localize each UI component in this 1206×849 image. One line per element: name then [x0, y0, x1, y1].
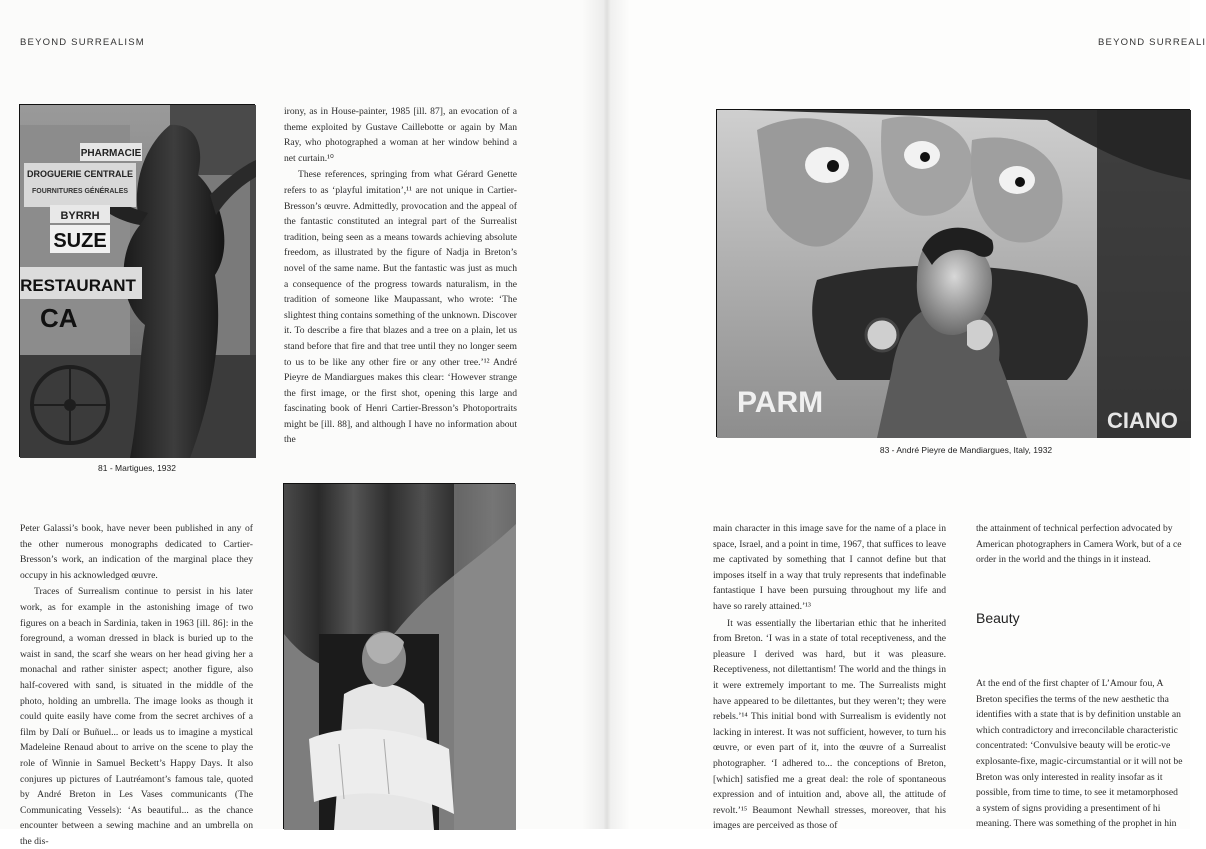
- text-line: concentrated: ‘Convulsive beauty will be erotic-ve: [976, 740, 1171, 752]
- running-head-right: BEYOND SURREALI: [1098, 37, 1206, 48]
- section-heading-beauty: Beauty: [976, 610, 1020, 626]
- figure-81-photo: [19, 104, 255, 457]
- text-line: meaning. There was something of the prophet in hin: [976, 818, 1177, 830]
- paragraph: These references, springing from what Gérard Genette refers to as ‘playful imitation’,¹¹ are not unique in Cartier-Bresson’s œuvre. Admittedly, provocation and the appeal of the fantastic constituted an integral part of the Surrealist tradition, being seen as a means towards achieving absolute freedom, as illustrated by the figure of Nadja in Breton’s novel of the same name. But the fantastic was just as much a consequence of the progress towards naturalism, in the tradition of someone like Maupassant, who wrote: ‘The slightest thing contains something of the unknown. Discover it. To describe a fire that blazes and a tree on a plain, let us stand before that fire and that tree until they no longer seem to us to be like any other fire or any other tree.’¹² André Pieyre de Mandiargues makes this clear: ‘However strange the first image, or the first shot, opening this large and fascinating book of Henri Cartier-Bresson’s Photoportraits might be [ill. 88], and although I have no information about the: [284, 169, 517, 446]
- poster-text-parm: PARM: [737, 386, 824, 419]
- paragraph: Peter Galassi’s book, have never been published in any of the other numerous monographs dedicated to Cartier-Bresson’s work, an indication of the marginal place they occupy in his acknowledged œuvre.: [20, 523, 253, 581]
- sign-restaurant: RESTAURANT: [20, 276, 136, 295]
- text-line: which contradictory and irreconcilable characteristic: [976, 724, 1178, 736]
- poster-text-ciano: CIANO: [1107, 408, 1178, 433]
- sign-suze: SUZE: [53, 230, 107, 252]
- text-line: the attainment of technical perfection advocated by: [976, 523, 1173, 534]
- figure-83-photo: [716, 109, 1190, 437]
- text-line: At the end of the first chapter of L’Amour fou, A: [976, 678, 1164, 689]
- running-head-left: BEYOND SURREALISM: [20, 37, 145, 48]
- book-gutter: [582, 0, 630, 829]
- paragraph: Traces of Surrealism continue to persist in his later work, as for example in the astonishing image of two figures on a beach in Sardinia, taken in 1963 [ill. 86]: in the foreground, a woman dressed in black is buried up to the waist in sand, the scarf she wears on her head giving her a monachal and rather sinister aspect; another figure, also half-covered with sand, is situated in the middle of the photo, holding an umbrella. The image looks as though it could quite easily have come from the secret archives of a film by Dalí or Buñuel... or leads us to imagine a mystical Madeleine Renaud about to arrive on the scene to play the role of Winnie in Samuel Beckett’s Happy Days. It also conjures up pictures of Lautréamont’s famous tale, quoted by André Breton in Les Vases communicants (The Communicating Vessels): ‘As beautiful... as the chance encounter between a sewing machine and an umbrella on the dis-: [20, 586, 253, 847]
- text-line: American photographers in Camera Work, but of a ce: [976, 538, 1182, 550]
- text-line: a system of signs providing a presentiment of hi: [976, 802, 1161, 814]
- paragraph: irony, as in House-painter, 1985 [ill. 87], an evocation of a theme exploited by Gustave Caillebotte or again by Man Ray, who photographed a woman at her window behind a net curtain.¹⁰: [284, 106, 517, 164]
- text-line: Breton specifies the terms of the new aesthetic tha: [976, 693, 1169, 705]
- sign-droguerie: DROGUERIE CENTRALE: [26, 169, 134, 179]
- figure-82-photo: [283, 483, 515, 829]
- paragraph: It was essentially the libertarian ethic that he inherited from Breton. ‘I was in a state of total receptiveness, and the pleasure I derived was hard, but it was pleasure. Receptiveness, not dilettantism! The world and the things in it were extremely important to me. The Surrealists might have appeared to be dilettantes, but they weren’t; they were rebels.’¹⁴ This initial bond with Surrealism is evidently not lacking in interest. It was not sufficient, however, to turn his œuvre, or even part of it, into the œuvre of a Surrealist photographer. ‘I adhered to... the conceptions of Breton, [which] satisfied me a great deal: the role of spontaneous expression and of intuition and, above all, the attitude of revolt.’¹⁵ Beaumont Newhall stresses, moreover, that his images are perceived as those of: [713, 617, 946, 832]
- figure-81-caption: 81 - Martigues, 1932: [98, 463, 176, 473]
- left-top-text-column: [284, 104, 517, 448]
- figure-83-caption: 83 - André Pieyre de Mandiargues, Italy, 1932: [879, 445, 1053, 455]
- right-right-text-column-bottom: [976, 676, 1190, 832]
- right-left-text-column: [713, 521, 946, 834]
- text-line: possible, from time to time, to see it metamorphosed: [976, 787, 1178, 799]
- left-bottom-text-column: [20, 521, 253, 849]
- sign-pharmacie: PHARMACIE: [80, 148, 142, 159]
- text-line: explosante-fixe, magic-circumstantial or it will not be: [976, 755, 1183, 767]
- right-page: [606, 0, 1206, 832]
- sign-fournitures: FOURNITURES GÉNÉRALES: [31, 188, 129, 195]
- text-line: order in the world and the things in it instead.: [976, 554, 1151, 566]
- right-right-text-column-top: [976, 521, 1190, 568]
- sign-ca: CA: [40, 303, 78, 333]
- text-line: identifies with a state that is by definition unstable an: [976, 709, 1181, 721]
- text-line: Breton was only interested in reality insofar as it: [976, 771, 1163, 783]
- sign-byrrh: BYRRH: [60, 210, 100, 222]
- paragraph: main character in this image save for the name of a place in space, Israel, and a point in time, 1967, that suffices to leave me captivated by something that I cannot define but that imposes itself in a way that truly represents that indefinable fantastique I have been pursuing throughout my life and have so rarely attained.’¹³: [713, 523, 946, 612]
